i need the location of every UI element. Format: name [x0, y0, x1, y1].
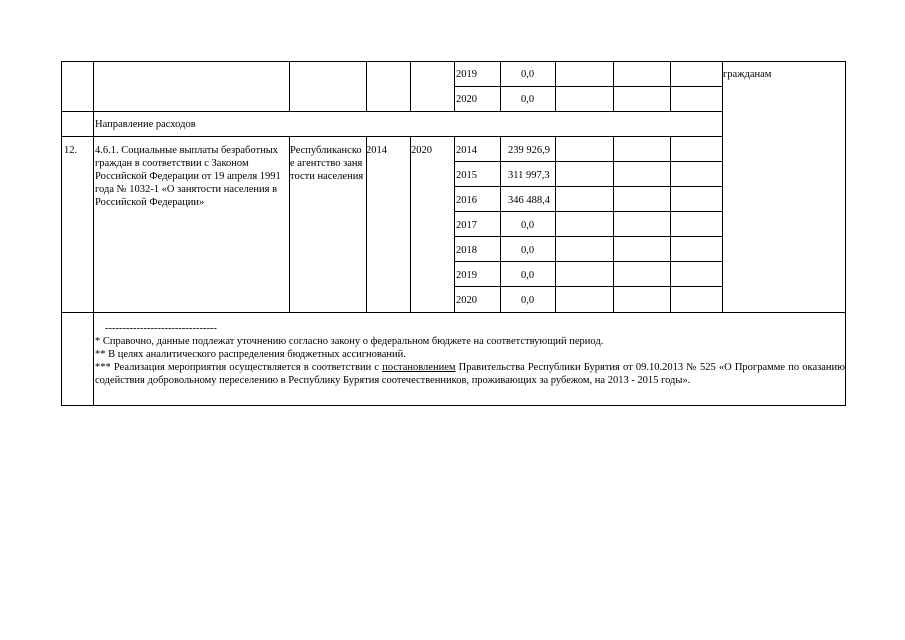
section-title: Направление расходов: [95, 119, 196, 130]
recipient-note: гражданам: [723, 69, 772, 80]
grid-line: [454, 61, 455, 111]
year-cell: 2018: [456, 245, 477, 256]
grid-line: [61, 111, 722, 112]
grid-line: [289, 61, 290, 111]
grid-line: [454, 86, 722, 87]
footnote-separator: --------------------------------: [105, 323, 217, 334]
grid-line: [366, 61, 367, 111]
grid-line: [722, 61, 723, 312]
amount-cell: 0,0: [521, 270, 535, 281]
amount-cell: 0,0: [521, 220, 535, 231]
year-cell: 2020: [456, 94, 477, 105]
grid-line: [613, 136, 614, 312]
item-end-year: 2020: [411, 145, 432, 156]
grid-line: [61, 61, 62, 406]
footnote-3-link[interactable]: постановлением: [382, 362, 456, 373]
grid-line: [670, 136, 671, 312]
grid-line: [61, 136, 722, 137]
amount-cell: 0,0: [521, 245, 535, 256]
amount-cell: 0,0: [521, 69, 535, 80]
footnote-3-prefix: *** Реализация мероприятия осуществляется в соответствии с: [95, 362, 380, 373]
footnote-3: [95, 361, 845, 387]
grid-line: [61, 312, 846, 313]
grid-line: [454, 186, 722, 187]
amount-cell: 346 488,4: [508, 195, 550, 206]
grid-line: [366, 136, 367, 312]
amount-cell: 311 997,3: [508, 170, 550, 181]
item-executor: Республиканское агентство занятости населения: [290, 145, 364, 182]
grid-line: [500, 61, 501, 111]
grid-line: [670, 61, 671, 111]
footnote-3-suffix: Правительства Республики Бурятия от 09.10.2013 № 525 «О Программе по оказанию содействия добровольному переселению в Республику Бурятия соотечественников, проживающих за рубежом, на 2013 - 2015 годы».: [95, 362, 846, 386]
year-cell: 2019: [456, 69, 477, 80]
grid-line: [454, 236, 722, 237]
year-cell: 2016: [456, 195, 477, 206]
year-cell: 2020: [456, 295, 477, 306]
item-number: 12.: [64, 145, 78, 156]
grid-line: [555, 136, 556, 312]
footnote-1: * Справочно, данные подлежат уточнению согласно закону о федеральном бюджете на соответствующий период.: [95, 336, 604, 347]
grid-line: [613, 61, 614, 111]
amount-cell: 239 926,9: [508, 145, 550, 156]
grid-line: [454, 286, 722, 287]
grid-line: [454, 261, 722, 262]
amount-cell: 0,0: [521, 94, 535, 105]
year-cell: 2019: [456, 270, 477, 281]
year-cell: 2015: [456, 170, 477, 181]
grid-line: [410, 61, 411, 111]
grid-line: [845, 61, 846, 406]
year-cell: 2014: [456, 145, 477, 156]
grid-line: [61, 405, 846, 406]
grid-line: [454, 161, 722, 162]
footnotes: [95, 322, 845, 387]
amount-cell: 0,0: [521, 295, 535, 306]
grid-line: [454, 136, 455, 312]
footnote-2: ** В целях аналитического распределения бюджетных ассигнований.: [95, 349, 406, 360]
grid-line: [454, 211, 722, 212]
item-name: 4.6.1. Социальные выплаты безработных граждан в соответствии с Законом Российской Федерации от 19 апреля 1991 года № 1032-1 «О занятости населения в Российской Федерации»: [95, 145, 281, 208]
grid-line: [500, 136, 501, 312]
grid-line: [410, 136, 411, 312]
grid-line: [93, 61, 94, 406]
item-start-year: 2014: [366, 145, 387, 156]
year-cell: 2017: [456, 220, 477, 231]
grid-line: [555, 61, 556, 111]
